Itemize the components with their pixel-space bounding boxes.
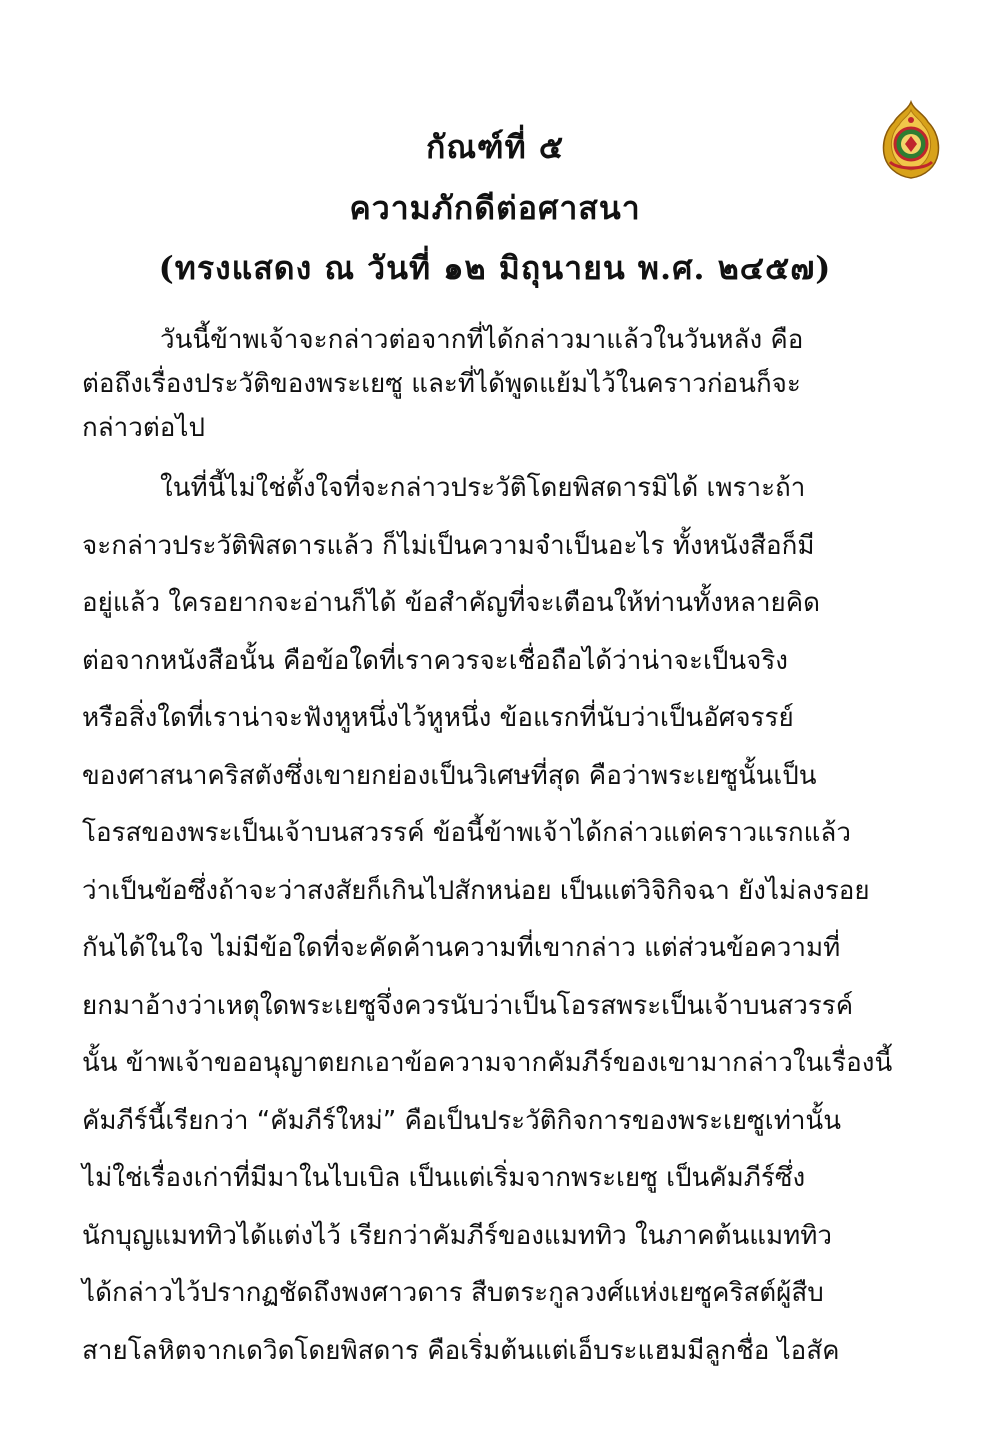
paragraph-line: ต่อจากหนังสือนั้น คือข้อใดที่เราควรจะเชื่อถือได้ว่าน่าจะเป็นจริง	[82, 645, 788, 676]
paragraph-1	[82, 318, 912, 450]
paragraph-line: กันได้ในใจ ไม่มีข้อใดที่จะคัดค้านความที่เขากล่าว แต่ส่วนข้อความที่	[82, 933, 841, 963]
paragraph-line: วันนี้ข้าพเจ้าจะกล่าวต่อจากที่ได้กล่าวมาแล้วในวันหลัง คือ	[160, 325, 804, 355]
paragraph-line: หรือสิ่งใดที่เราน่าจะฟังหูหนึ่งไว้หูหนึ่ง ข้อแรกที่นับว่าเป็นอัศจรรย์	[82, 703, 794, 733]
paragraph-line: ว่าเป็นข้อซึ่งถ้าจะว่าสงสัยก็เกินไปสักหน่อย เป็นแต่วิจิกิจฉา ยังไม่ลงรอย	[82, 875, 870, 906]
sermon-date: (ทรงแสดง ณ วันที่ ๑๒ มิถุนายน พ.ศ. ๒๔๕๗)	[158, 249, 832, 287]
paragraph-line: อยู่แล้ว ใครอยากจะอ่านก็ได้ ข้อสำคัญที่จะเตือนให้ท่านทั้งหลายคิด	[82, 588, 821, 618]
paragraph-2	[82, 460, 912, 1380]
paragraph-line: คัมภีร์นี้เรียกว่า “คัมภีร์ใหม่” คือเป็นประวัติกิจการของพระเยซูเท่านั้น	[82, 1105, 841, 1136]
paragraph-line: ไม่ใช่เรื่องเก่าที่มีมาในไบเบิล เป็นแต่เริ่มจากพระเยซู เป็นคัมภีร์ซึ่ง	[82, 1163, 806, 1193]
paragraph-line: ได้กล่าวไว้ปรากฏชัดถึงพงศาวดาร สืบตระกูลวงศ์แห่งเยซูคริสต์ผู้สืบ	[82, 1278, 824, 1308]
paragraph-line: ในที่นี้ไม่ใช่ตั้งใจที่จะกล่าวประวัติโดยพิสดารมิได้ เพราะถ้า	[160, 473, 806, 503]
paragraph-line: กล่าวต่อไป	[82, 413, 205, 443]
subject-title: ความภักดีต่อศาสนา	[349, 189, 641, 227]
chapter-title: กัณฑ์ที่ ๕	[425, 128, 565, 166]
paragraph-line: ยกมาอ้างว่าเหตุใดพระเยซูจึ่งควรนับว่าเป็นโอรสพระเป็นเจ้าบนสวรรค์	[82, 990, 854, 1021]
paragraph-line: ต่อถึงเรื่องประวัติของพระเยซู และที่ได้พูดแย้มไว้ในคราวก่อนก็จะ	[82, 369, 801, 399]
paragraph-line: โอรสของพระเป็นเจ้าบนสวรรค์ ข้อนี้ข้าพเจ้าได้กล่าวแต่คราวแรกแล้ว	[82, 818, 851, 848]
body-text	[82, 318, 912, 1380]
paragraph-line: นั้น ข้าพเจ้าขออนุญาตยกเอาข้อความจากคัมภีร์ของเขามากล่าวในเรื่องนี้	[82, 1048, 893, 1078]
paragraph-line: สายโลหิตจากเดวิดโดยพิสดาร คือเริ่มต้นแต่เอ็บระแฮมมีลูกชื่อ ไอสัค	[82, 1335, 840, 1366]
paragraph-line: ของศาสนาคริสตังซึ่งเขายกย่องเป็นวิเศษที่สุด คือว่าพระเยซูนั้นเป็น	[82, 760, 817, 791]
paragraph-line: จะกล่าวประวัติพิสดารแล้ว ก็ไม่เป็นความจำเป็นอะไร ทั้งหนังสือก็มี	[82, 530, 815, 561]
paragraph-line: นักบุญแมททิวได้แต่งไว้ เรียกว่าคัมภีร์ของแมททิว ในภาคต้นแมททิว	[82, 1220, 833, 1251]
